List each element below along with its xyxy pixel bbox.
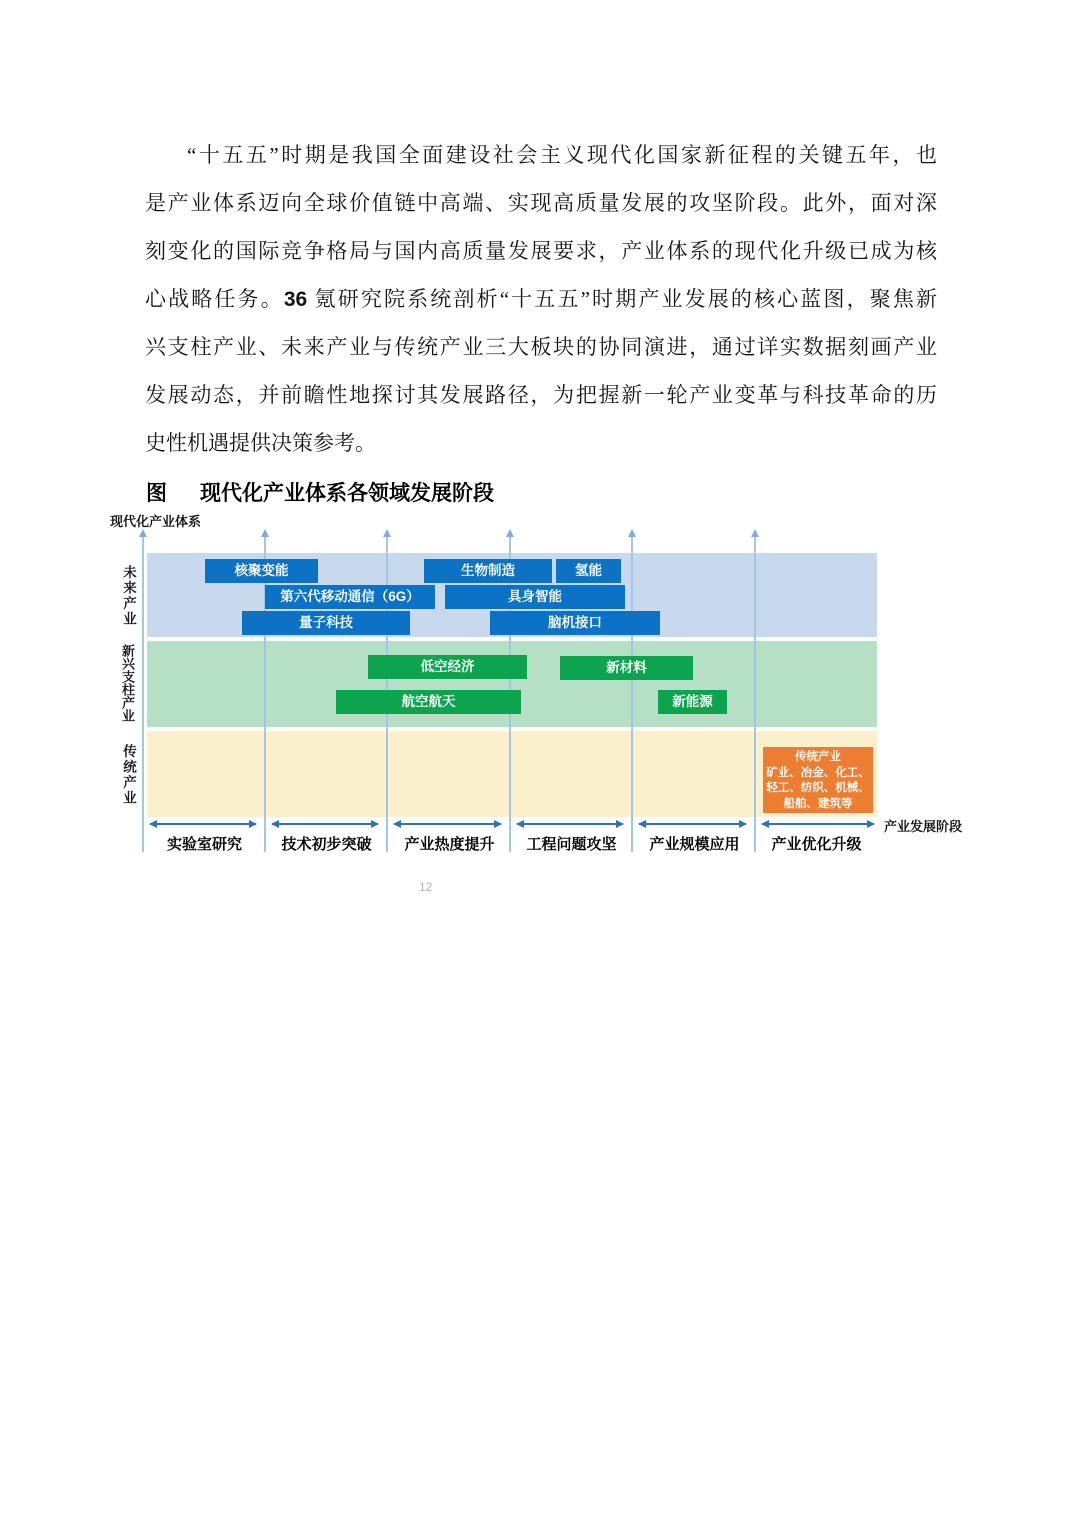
stage-divider-line-5-up-arrow-icon <box>754 537 756 852</box>
bar-embodied-intelligence: 具身智能 <box>445 585 625 609</box>
traditional-box-line-4: 船舶、建筑等 <box>783 797 853 810</box>
paragraph-line-4-post: 氪研究院系统剖析“十五五”时期产业发展的核心蓝图，聚焦新 <box>307 287 938 311</box>
bar-nuclear-fusion: 核聚变能 <box>205 559 318 583</box>
bar-bio-manufacturing: 生物制造 <box>424 559 552 583</box>
traditional-box-line-2: 矿业、冶金、化工、 <box>766 766 870 779</box>
figure-caption-title: 现代化产业体系各领域发展阶段 <box>200 482 494 505</box>
bar-aerospace: 航空航天 <box>336 690 521 714</box>
paragraph-line-4 <box>145 275 937 323</box>
traditional-industries-box <box>763 747 873 813</box>
stage-label-lab-research: 实验室研究 <box>166 836 242 853</box>
band-emerging-pillar-industries <box>147 641 877 727</box>
paragraph-line-4-pre: 心战略任务。 <box>145 287 284 311</box>
body-paragraph <box>145 131 937 467</box>
stage-label-optimization-upgrade: 产业优化升级 <box>771 836 862 853</box>
bar-6g-communication: 第六代移动通信（6G） <box>265 585 435 609</box>
paragraph-line-5: 兴支柱产业、未来产业与传统产业三大板块的协同演进，通过详实数据刻画产业 <box>145 335 937 359</box>
band-label-traditional: 传统产业 <box>121 744 136 806</box>
chart-x-axis-title: 产业发展阶段 <box>884 819 963 834</box>
stage-label-engineering-tackling: 工程问题攻坚 <box>526 836 617 853</box>
traditional-box-line-3: 轻工、纺织、机械、 <box>766 782 870 794</box>
y-axis-line-up-arrow-icon <box>142 537 144 852</box>
band-label-emerging-pillar: 新兴支柱产业 <box>120 644 135 722</box>
paragraph-line-6: 发展动态，并前瞻性地探讨其发展路径，为把握新一轮产业变革与科技革命的历 <box>145 383 937 407</box>
bar-new-materials: 新材料 <box>560 656 693 680</box>
stage-range-arrow-icon-2 <box>272 823 378 825</box>
paragraph-line-1: “十五五”时期是我国全面建设社会主义现代化国家新征程的关键五年，也 <box>187 143 937 167</box>
paragraph-line-7: 史性机遇提供决策参考。 <box>145 431 376 455</box>
figure-caption-label: 图 <box>146 482 167 505</box>
bar-hydrogen-energy: 氢能 <box>556 559 621 583</box>
paragraph-line-2: 是产业体系迈向全球价值链中高端、实现高质量发展的攻坚阶段。此外，面对深 <box>145 191 937 215</box>
traditional-box-line-1: 传统产业 <box>795 751 841 763</box>
bar-brain-computer-interface: 脑机接口 <box>490 611 660 635</box>
stage-range-arrow-icon-6 <box>762 823 874 825</box>
stage-range-arrow-icon-4 <box>517 823 623 825</box>
band-label-future: 未来产业 <box>121 565 136 627</box>
paragraph-line-3: 刻变化的国际竞争格局与国内高质量发展要求，产业体系的现代化升级已成为核 <box>145 239 937 263</box>
stage-label-scale-application: 产业规模应用 <box>649 836 740 853</box>
stage-range-arrow-icon-1 <box>150 823 256 825</box>
chart-y-axis-title: 现代化产业体系 <box>110 514 202 529</box>
bar-quantum-technology: 量子科技 <box>242 611 410 635</box>
page-number: 12 <box>419 880 433 894</box>
bar-new-energy: 新能源 <box>658 690 727 714</box>
paragraph-line-4-number: 36 <box>283 288 308 311</box>
stage-label-industry-heat-rise: 产业热度提升 <box>404 836 495 853</box>
stage-divider-line-4-up-arrow-icon <box>631 537 633 852</box>
stage-label-initial-breakthrough: 技术初步突破 <box>281 836 372 853</box>
stage-range-arrow-icon-3 <box>394 823 501 825</box>
bar-low-altitude-economy: 低空经济 <box>368 655 527 679</box>
stage-range-arrow-icon-5 <box>639 823 746 825</box>
figure-caption <box>146 477 494 507</box>
